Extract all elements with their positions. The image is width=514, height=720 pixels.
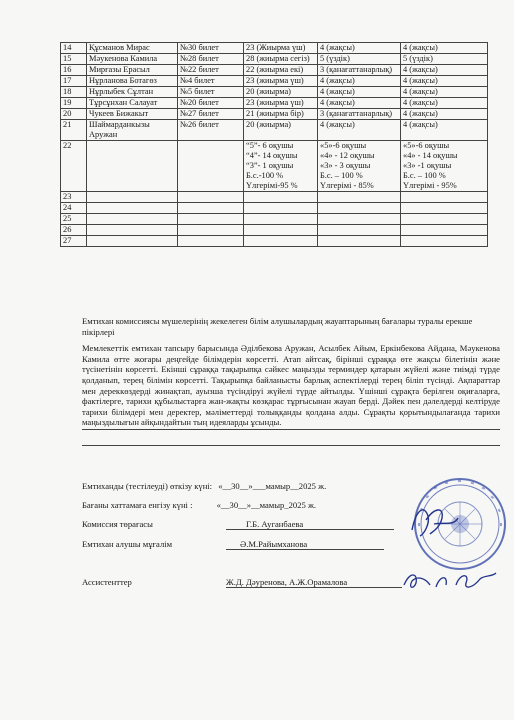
opinion-body: Мемлекеттік емтихан тапсыру барысында Әділбекова Аружан, Асылбек Айым, Еркінбекова Айдана, Мәукенова Камила өтте жоғары деңгейде білімдерін көрсетті. Атап айтсақ, бірінші сұраққа өте жақсы білетінін және түсінетінін көрсетті. Екінші сұраққа тақырыпқа сәйкес маңызды терминдер қатарын жүйелі және тиімді түрде қолданып, терең білімін көрсетті. Тақырыпқа байланысты барлық аспектілерді терең біліп түсінді. Ақпараттар мен дереккөздерді жинақтап, ауызша түсіндіруі жүйелі түрде айтылды. Үшінші сұрақта берілген оқиғаларға, фактілерге, тарихи құбылыстарға жан-жақты көзқарас тұрғысынан жауап берді. Дәйек пен дәлелдерді келтіруде тарихи білімдері мен деректер, мәліметтерді толыққанды қолдана алды. Сұрақты қорытындылағанда тарихи маңыздылығын айқындайтын тың идеяларды ұсынды. [82,343,500,430]
final-grade-cell: 4 (жақсы) [401,98,488,109]
empty-cell [244,236,318,247]
final-grade-cell: 4 (жақсы) [401,120,488,141]
empty-cell [318,214,401,225]
ticket-cell: №26 билет [178,120,244,141]
row-number-cell: 21 [61,120,87,141]
row-number-cell: 17 [61,76,87,87]
final-grade-cell: 4 (жақсы) [401,87,488,98]
grades-table-body [61,43,488,247]
empty-row [61,236,488,247]
empty-cell [318,225,401,236]
empty-cell [178,192,244,203]
empty-cell [178,141,244,192]
score-cell: 28 (жиырма сегіз) [244,54,318,65]
assistants-row [82,577,132,587]
row-number-cell: 25 [61,214,87,225]
empty-cell [178,225,244,236]
assistants-name-row [226,577,402,588]
summary-grade-cell: «5»-6 оқушы «4» - 12 оқушы «3» - 3 оқушы Б.с. – 100 % Үлгерімі - 85% [318,141,401,192]
ticket-cell: №30 билет [178,43,244,54]
empty-cell [401,203,488,214]
empty-row [61,214,488,225]
chair-name-row [226,519,394,530]
grade-cell: 3 (қанағаттанарлық) [318,109,401,120]
final-grade-cell: 4 (жақсы) [401,109,488,120]
empty-cell [178,236,244,247]
assistants-label: Ассистенттер [82,577,132,587]
score-cell: 23 (жиырма үш) [244,98,318,109]
empty-cell [87,225,178,236]
teacher-label: Емтихан алушы мұғалім [82,539,173,549]
student-name-cell: Нұрлыбек Сұлтан [87,87,178,98]
student-name-cell: Мәукенова Камила [87,54,178,65]
empty-cell [178,214,244,225]
score-cell: 20 (жиырма) [244,120,318,141]
student-name-cell: Құсманов Мирас [87,43,178,54]
score-cell: 20 (жиырма) [244,87,318,98]
score-cell: 21 (жиырма бір) [244,109,318,120]
row-number-cell: 16 [61,65,87,76]
empty-cell [87,141,178,192]
row-number-cell: 20 [61,109,87,120]
grade-cell: 4 (жақсы) [318,43,401,54]
grade-cell: 3 (қанағаттанарлық) [318,65,401,76]
grade-cell: 4 (жақсы) [318,76,401,87]
empty-cell [401,236,488,247]
empty-cell [87,192,178,203]
empty-cell [87,214,178,225]
student-name-cell: Тұрсұнхан Салауат [87,98,178,109]
empty-cell [178,203,244,214]
student-name-cell: Нұрланова Ботагөз [87,76,178,87]
empty-cell [244,214,318,225]
exam-date-row [82,481,326,491]
empty-cell [401,214,488,225]
summary-score-cell: “5”- 6 оқушы “4”- 14 оқушы “3”- 1 оқушы Б.с.-100 % Үлгерімі-95 % [244,141,318,192]
grade-cell: 4 (жақсы) [318,120,401,141]
row-number-cell: 22 [61,141,87,192]
empty-cell [244,192,318,203]
table-row [61,109,488,120]
empty-cell [401,225,488,236]
final-grade-cell: 4 (жақсы) [401,43,488,54]
exam-date-value: «__30__»___мамыр__2025 ж. [218,481,327,491]
final-grade-cell: 4 (жақсы) [401,65,488,76]
student-name-cell: Чукеев Бижакыт [87,109,178,120]
student-name-cell: Мирғазы Ерасыл [87,65,178,76]
empty-cell [318,203,401,214]
row-number-cell: 23 [61,192,87,203]
grade-entry-label: Бағаны хаттамаға енгізу күні : [82,500,193,510]
grade-cell: 4 (жақсы) [318,87,401,98]
table-row [61,120,488,141]
table-row [61,43,488,54]
assistants-signature [400,567,500,593]
exam-date-label: Емтиханды (тестілеуді) өткізу күні: [82,481,213,491]
grades-table [60,42,488,247]
row-number-cell: 19 [61,98,87,109]
table-row [61,65,488,76]
row-number-cell: 15 [61,54,87,65]
student-name-cell: Шаймарданкызы Аружан [87,120,178,141]
ticket-cell: №20 билет [178,98,244,109]
row-number-cell: 26 [61,225,87,236]
chair-label: Комиссия төрағасы [82,519,153,529]
assistants-names: Ж.Д. Дәуренова, А.Ж.Орамалова [226,577,402,588]
table-row [61,54,488,65]
empty-cell [318,192,401,203]
empty-cell [244,225,318,236]
ticket-cell: №27 билет [178,109,244,120]
row-number-cell: 14 [61,43,87,54]
empty-cell [87,236,178,247]
ticket-cell: №28 билет [178,54,244,65]
empty-cell [318,236,401,247]
empty-cell [244,203,318,214]
table-row [61,76,488,87]
empty-row [61,225,488,236]
score-cell: 23 (Жиырма үш) [244,43,318,54]
table-row [61,87,488,98]
empty-row [61,203,488,214]
ticket-cell: №4 билет [178,76,244,87]
grade-cell: 5 (үздік) [318,54,401,65]
grade-cell: 4 (жақсы) [318,98,401,109]
row-number-cell: 18 [61,87,87,98]
empty-cell [401,192,488,203]
final-grade-cell: 5 (үздік) [401,54,488,65]
empty-cell [87,203,178,214]
score-cell: 23 (жиырма үш) [244,76,318,87]
grade-entry-value: «__30__»__мамыр_2025 ж. [216,500,317,510]
chair-signature [404,500,464,544]
ticket-cell: №22 билет [178,65,244,76]
empty-row [61,192,488,203]
teacher-row [82,539,172,549]
chair-name: Г.Б. Ауганбаева [226,519,394,530]
teacher-name: Ә.М.Райымханова [226,539,384,550]
final-grade-cell: 4 (жақсы) [401,76,488,87]
row-number-cell: 24 [61,203,87,214]
grade-entry-row [82,500,316,510]
teacher-name-row [226,539,384,550]
opinion-section [82,316,500,446]
blank-line [82,433,500,446]
score-cell: 22 (жиырма екі) [244,65,318,76]
opinion-heading: Емтихан комиссиясы мүшелерінің жекелеген білім алушылардың жауаптарының бағалары туралы ерекше пікірлері [82,316,473,337]
chair-row [82,519,153,529]
row-number-cell: 27 [61,236,87,247]
summary-final-grade-cell: «5»-6 оқушы «4» - 14 оқушы «3» -1 оқушы Б.с. – 100 % Үлгерімі - 95% [401,141,488,192]
summary-row [61,141,488,192]
table-row [61,98,488,109]
ticket-cell: №5 билет [178,87,244,98]
